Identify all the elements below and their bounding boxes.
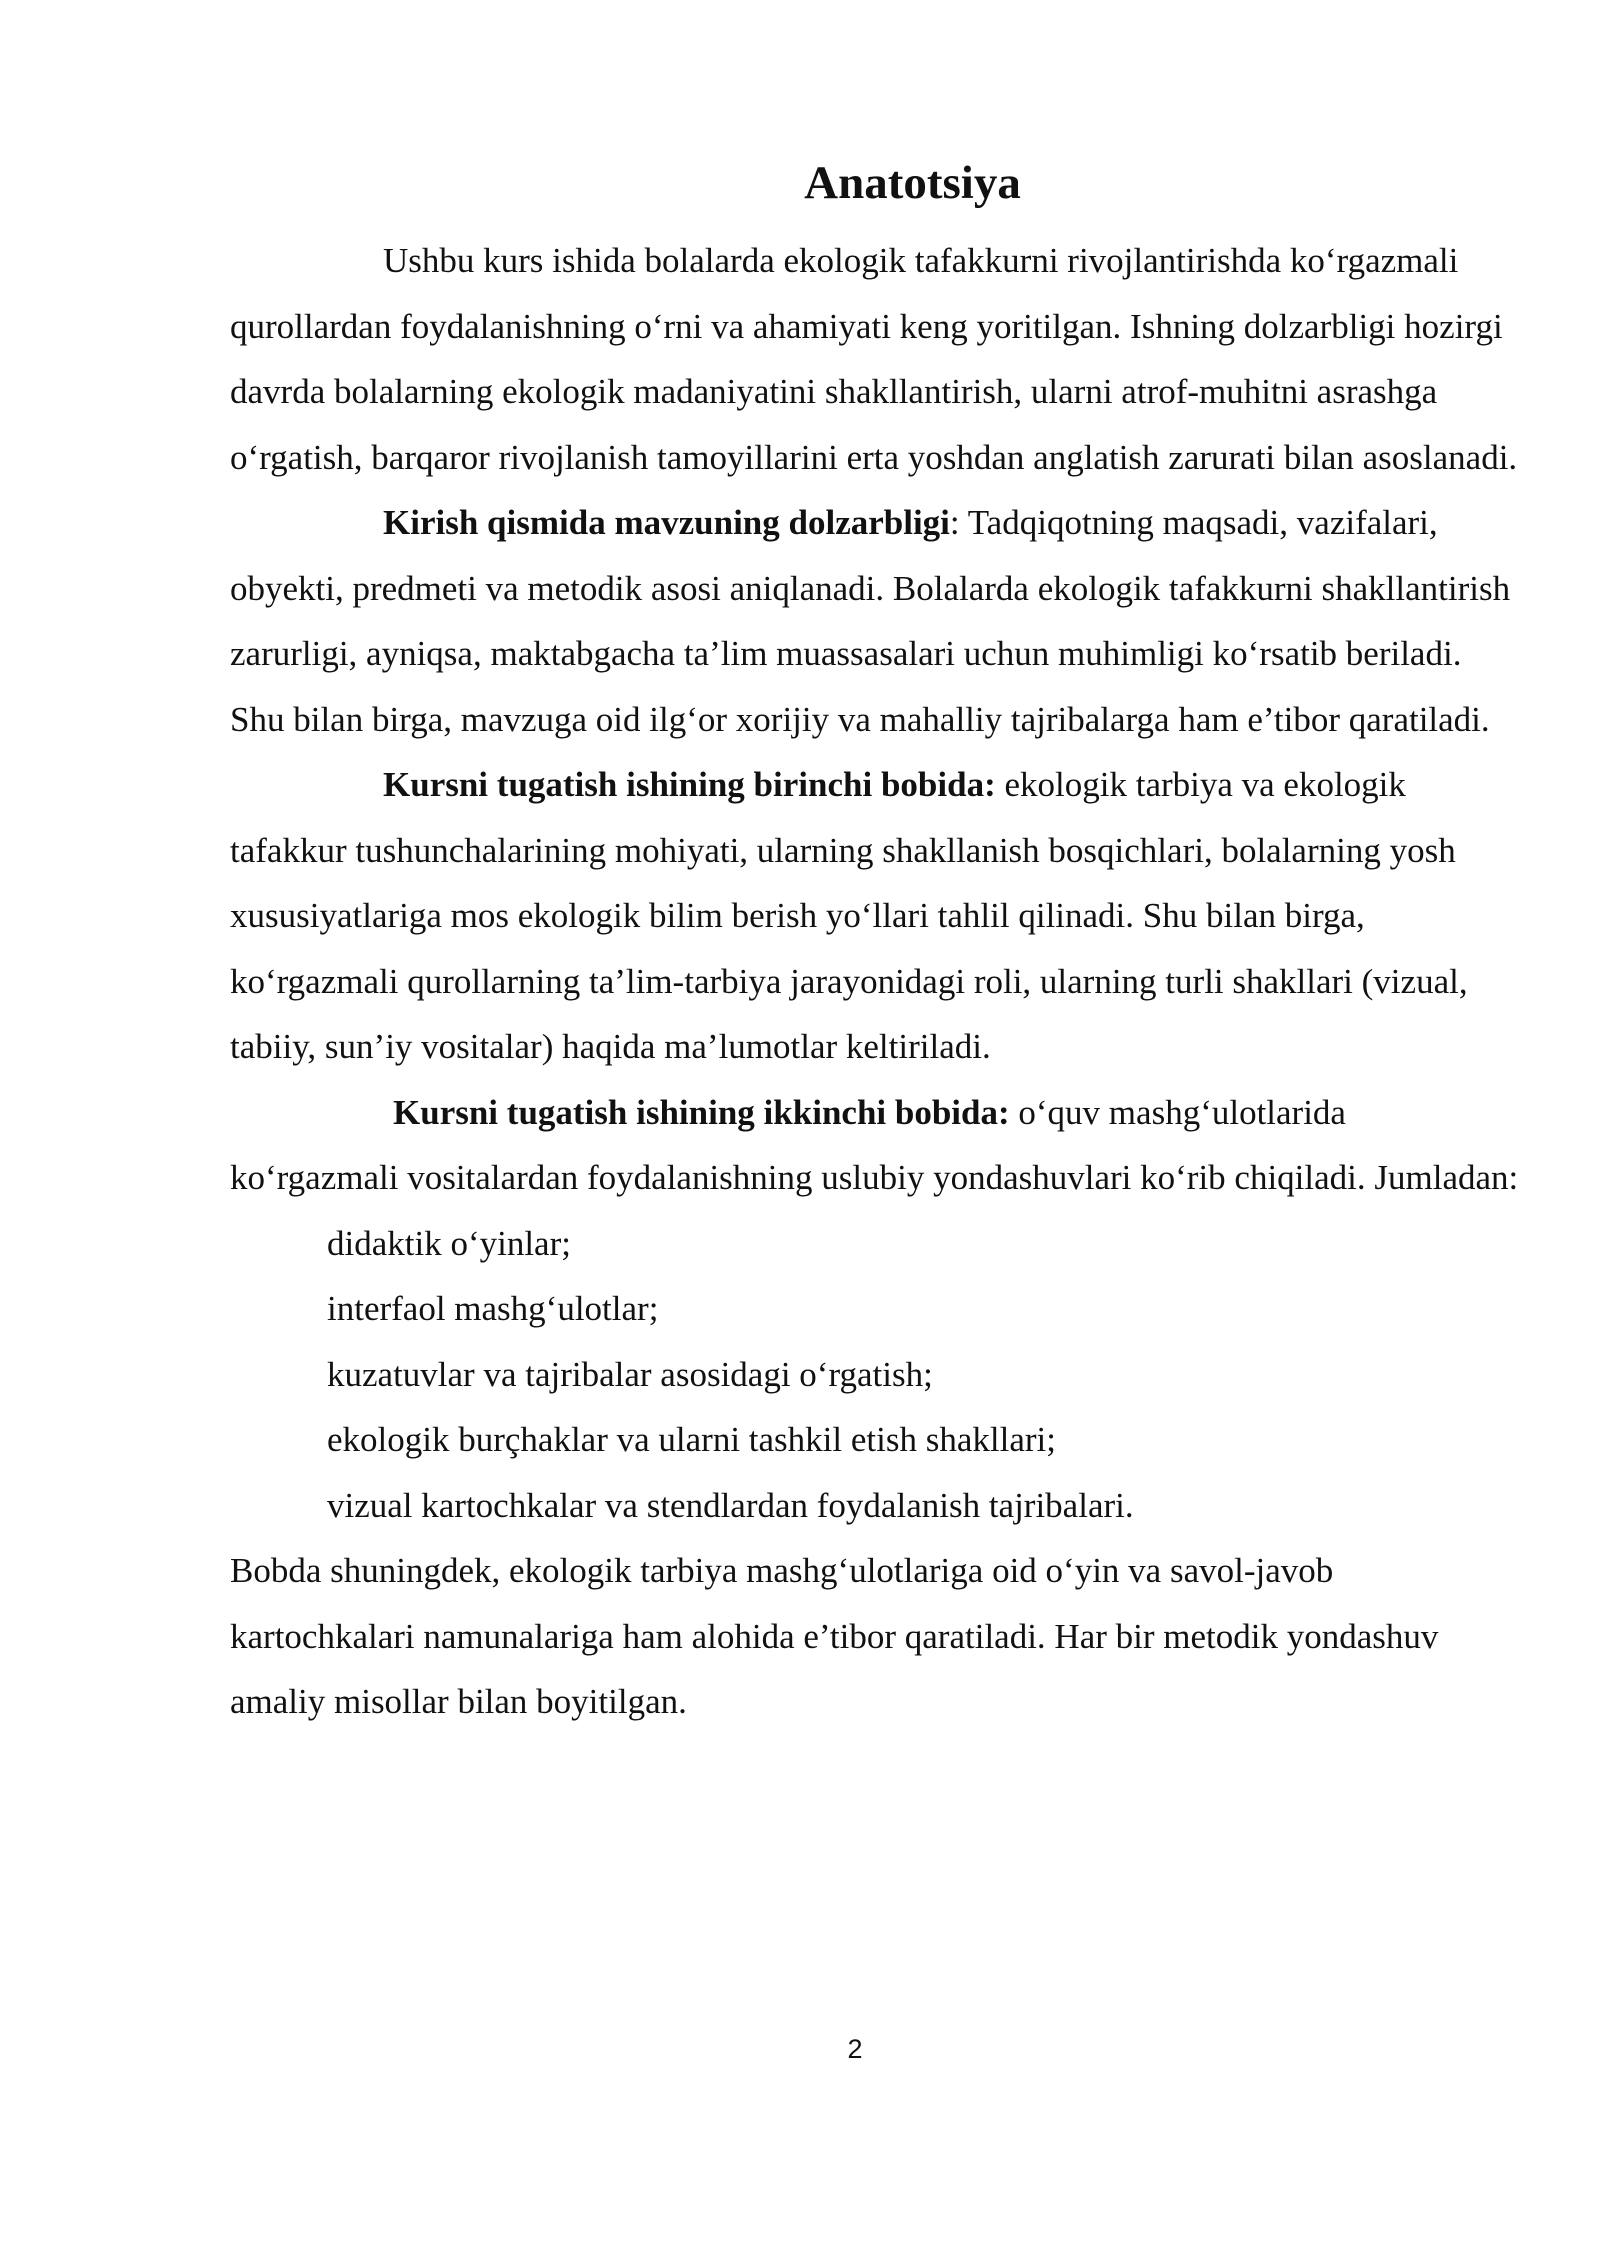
title-container <box>0 150 1600 216</box>
paragraph-chapter-two-text: o‘quv mashg‘ulotlarida ko‘rgazmali vositalardan foydalanishning uslubiy yondashuvlari ko‘rib chiqiladi. Jumladan: <box>230 1092 1519 1197</box>
document-body <box>230 228 1520 1735</box>
paragraph-kirish-bold: Kirish qismida mavzuning dolzarbligi <box>383 503 950 542</box>
paragraph-chapter-one <box>230 752 1520 1080</box>
paragraph-intro-text: Ushbu kurs ishida bolalarda ekologik tafakkurni rivojlantirishda ko‘rgazmali qurollardan foydalanishning o‘rni va ahamiyati keng yoritilgan. Ishning dolzarbligi hozirgi davrda bolalarning ekologik madaniyatini shakllantirish, ularni atrof-muhitni asrashga o‘rgatish, barqaror rivojlanish tamoyillarini erta yoshdan anglatish zarurati bilan asoslanadi. <box>230 241 1518 477</box>
paragraph-chapter-two-bold: Kursni tugatish ishining ikkinchi bobida: <box>393 1092 1010 1132</box>
paragraph-chapter-two <box>230 1080 1520 1211</box>
list-item: vizual kartochkalar va stendlardan foydalanish tajribalari. <box>327 1485 1134 1525</box>
paragraph-kirish <box>230 490 1520 752</box>
paragraph-chapter-one-bold: Kursni tugatish ishining birinchi bobida: <box>383 765 996 804</box>
list-item: ekologik burçhaklar va ularni tashkil etish shakllari; <box>327 1420 1056 1459</box>
list-item: didaktik o‘yinlar; <box>327 1223 571 1263</box>
page-title: Anatotsiya <box>804 157 1021 209</box>
list-item: interfaol mashg‘ulotlar; <box>327 1289 659 1328</box>
methods-list <box>230 1211 1520 1539</box>
page-number: 2 <box>847 2034 863 2064</box>
paragraph-kirish-text: : Tadqiqotning maqsadi, vazifalari, obyekti, predmeti va metodik asosi aniqlanadi. Bolalarda ekologik tafakkurni shakllantirish zarurligi, ayniqsa, maktabgacha ta’lim muassasalari uchun muhimligi ko‘rsatib beriladi. Shu bilan birga, mavzuga oid ilg‘or xorijiy va mahalliy tajribalarga ham e’tibor qaratiladi. <box>230 503 1511 739</box>
list-item: kuzatuvlar va tajribalar asosidagi o‘rgatish; <box>327 1354 933 1394</box>
paragraph-closing: Bobda shuningdek, ekologik tarbiya mashg‘ulotlariga oid o‘yin va savol-javob kartochkalari namunalariga ham alohida e’tibor qaratiladi. Har bir metodik yondashuv amaliy misollar bilan boyitilgan. <box>230 1551 1439 1721</box>
paragraph-chapter-one-text: ekologik tarbiya va ekologik tafakkur tushunchalarining mohiyati, ularning shakllanish bosqichlari, bolalarning yosh xususiyatlariga mos ekologik bilim berish yo‘llari tahlil qilinadi. Shu bilan birga, ko‘rgazmali qurollarning ta’lim-tarbiya jarayonidagi roli, ularning turli shakllari (vizual, tabiiy, sun’iy vositalar) haqida ma’lumotlar keltiriladi. <box>230 765 1468 1066</box>
paragraph-intro <box>230 228 1520 490</box>
